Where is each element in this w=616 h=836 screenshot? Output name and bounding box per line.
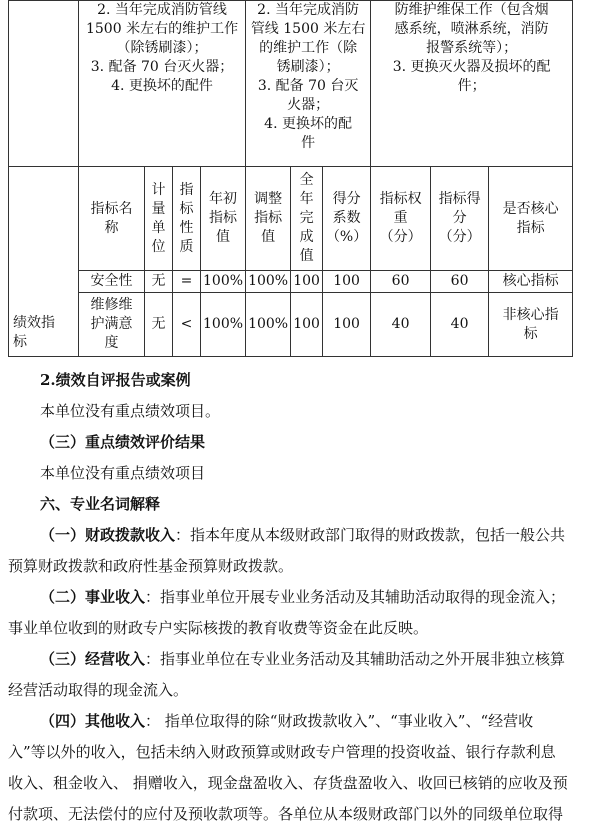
- plan-b-line: 的维护工作（除: [259, 40, 358, 56]
- header-line: 指标名: [90, 200, 133, 217]
- cell-line: 核心指标: [502, 273, 559, 289]
- heading-terms: 六、专业名词解释: [40, 495, 161, 513]
- cell-coef: 100: [323, 271, 371, 293]
- plan-b-line: 3. 配备 70 台灭: [257, 78, 359, 94]
- header-line: 全: [299, 172, 314, 188]
- header-line: 量: [151, 200, 166, 217]
- header-line: 位: [151, 238, 166, 255]
- term-fiscal-line2: 预算财政拨款和政府性基金预算财政拨款。: [8, 557, 294, 575]
- header-line: 标: [179, 200, 194, 217]
- header-line: 年: [299, 191, 314, 207]
- term-fiscal-line1: [40, 525, 565, 545]
- header-line: 指: [179, 181, 194, 198]
- header-line: 重: [393, 210, 408, 226]
- cell-line: 非核心指: [502, 306, 559, 323]
- plan-b-line: 2. 当年完成消防: [257, 2, 359, 18]
- plan-b-line: 件: [301, 135, 316, 151]
- plan-a-line: 1500 米左右的维护工作: [85, 21, 239, 37]
- header-line: 调整: [254, 191, 283, 207]
- header-line: 指标得: [438, 191, 481, 207]
- term-business-text: ：指事业单位开展专业业务活动及其辅助活动取得的现金流入；: [145, 588, 566, 606]
- plan-a-line: 3. 配备 70 台灭火器；: [90, 59, 234, 75]
- cell-weight: 40: [371, 293, 431, 357]
- plan-b-line: 管线 1500 米左右: [250, 21, 366, 37]
- header-line: 值: [261, 229, 276, 245]
- plan-c-line: 防维护维保工作（包含烟: [394, 2, 549, 18]
- header-line: 成: [299, 229, 314, 245]
- term-other-line1: [40, 711, 533, 731]
- header-line: 指标: [516, 219, 545, 236]
- paragraph-report: 本单位没有重点绩效项目。: [40, 402, 221, 420]
- term-business-line1: [40, 587, 565, 607]
- header-line: 系数: [332, 210, 361, 226]
- plan-b-line: 4. 更换坏的配: [264, 116, 352, 132]
- header-line: （分）: [438, 229, 481, 245]
- cell-initial: 100%: [201, 293, 246, 357]
- header-line: （分）: [379, 229, 422, 245]
- header-line: 完: [299, 210, 314, 226]
- cell-nature: <: [173, 293, 201, 357]
- header-line: 单: [151, 219, 166, 236]
- term-business-line2: 事业单位收到的财政专户实际核拨的教育收费等资金在此反映。: [8, 619, 429, 637]
- header-line: 性: [179, 219, 194, 236]
- cell-completed: 100: [291, 293, 323, 357]
- term-fiscal-title: （一）财政拨款收入: [40, 526, 176, 544]
- term-operating-title: （三）经营收入: [40, 650, 146, 668]
- heading-result: （三）重点绩效评价结果: [40, 433, 206, 451]
- indicator-label-line: 标: [13, 334, 27, 350]
- heading-report: 2.绩效自评报告或案例: [40, 371, 191, 389]
- header-line: 是否核心: [502, 200, 559, 217]
- plan-a-line: （除锈刷漆）；: [116, 40, 208, 56]
- term-other-title: （四）其他收入: [40, 712, 146, 730]
- plan-a-line: 4. 更换坏的配件: [111, 78, 213, 94]
- cell-line: 护满意: [90, 316, 133, 332]
- header-line: 值: [299, 248, 314, 264]
- indicator-label-line: 绩效指: [13, 315, 55, 331]
- cell-adjusted: 100%: [246, 293, 291, 357]
- plan-c-line: 报警系统等）；: [426, 40, 518, 56]
- cell-line: 安全性: [90, 273, 133, 289]
- plan-c-line: 3. 更换灭火器及损坏的配: [392, 59, 551, 75]
- cell-initial: 100%: [201, 271, 246, 293]
- header-line: 得分: [332, 191, 361, 207]
- term-other-text: ： 指单位取得的除“财政拨款收入”、“事业收入”、“经营收: [145, 712, 534, 730]
- term-other-line4: 付款项、无法偿付的应付及预收款项等。各单位从本级财政部门以外的同级单位取得: [8, 805, 564, 823]
- term-operating-line1: [40, 649, 565, 669]
- term-operating-line2: 经营活动取得的现金流入。: [8, 681, 189, 699]
- cell-score: 60: [431, 271, 489, 293]
- cell-completed: 100: [291, 271, 323, 293]
- header-line: 计: [151, 181, 166, 198]
- term-other-line3: 收入、租金收入、 捐赠收入，现金盘盈收入、存货盘盈收入、收回已核销的应收及预: [8, 774, 568, 792]
- cell-adjusted: 100%: [246, 271, 291, 293]
- cell-line: 标: [523, 325, 538, 342]
- cell-score: 40: [431, 293, 489, 357]
- cell-coef: 100: [323, 293, 371, 357]
- plan-b-line: 锈刷漆）；: [276, 59, 340, 75]
- plan-a-line: 2. 当年完成消防管线: [97, 2, 227, 18]
- header-line: 年初: [209, 191, 238, 207]
- header-line: 值: [216, 229, 231, 245]
- header-line: 质: [179, 238, 194, 255]
- paragraph-result: 本单位没有重点绩效项目: [40, 464, 206, 482]
- cell-nature: =: [173, 271, 201, 293]
- cell-unit: 无: [145, 271, 173, 293]
- plan-c-line: 感系统，喷淋系统，消防: [394, 21, 549, 37]
- header-line: 指标: [254, 210, 283, 226]
- cell-weight: 60: [371, 271, 431, 293]
- header-line: （%）: [325, 229, 368, 245]
- term-other-line2: 入”等以外的收入，包括未纳入财政预算或财政专户管理的投资收益、银行存款利息: [8, 743, 556, 761]
- header-line: 称: [104, 219, 119, 236]
- cell-line: 度: [104, 335, 119, 351]
- header-line: 分: [452, 210, 467, 226]
- cell-unit: 无: [145, 293, 173, 357]
- term-fiscal-text: ：指本年度从本级财政部门取得的财政拨款，包括一般公共: [175, 526, 566, 544]
- cell-line: 维修维: [90, 297, 133, 313]
- plan-c-line: 件；: [457, 78, 486, 94]
- plan-b-line: 火器；: [287, 97, 330, 113]
- header-line: 指标: [209, 210, 238, 226]
- term-operating-text: ：指事业单位在专业业务活动及其辅助活动之外开展非独立核算: [145, 650, 566, 668]
- header-line: 指标权: [379, 191, 422, 207]
- term-business-title: （二）事业收入: [40, 588, 146, 606]
